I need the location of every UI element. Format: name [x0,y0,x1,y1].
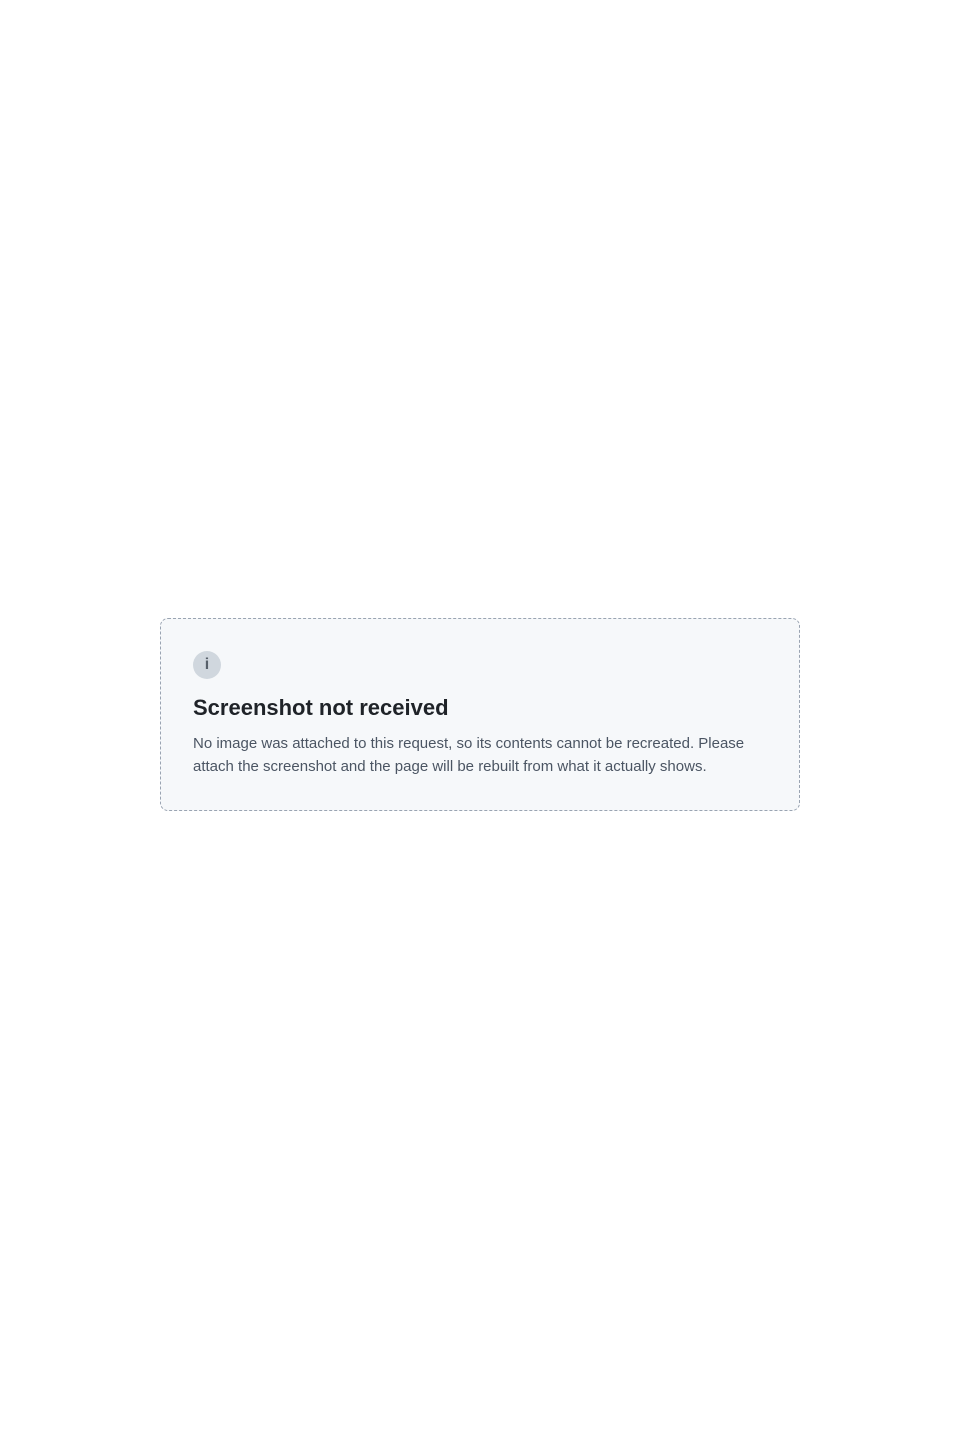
notice-body: No image was attached to this request, so its contents cannot be recreated. Please attach the screenshot and the page will be rebuilt from what it actually shows. [193,735,745,775]
notice-title: Screenshot not received [193,695,449,720]
missing-image-notice [160,618,800,811]
info-icon: i [193,651,221,679]
